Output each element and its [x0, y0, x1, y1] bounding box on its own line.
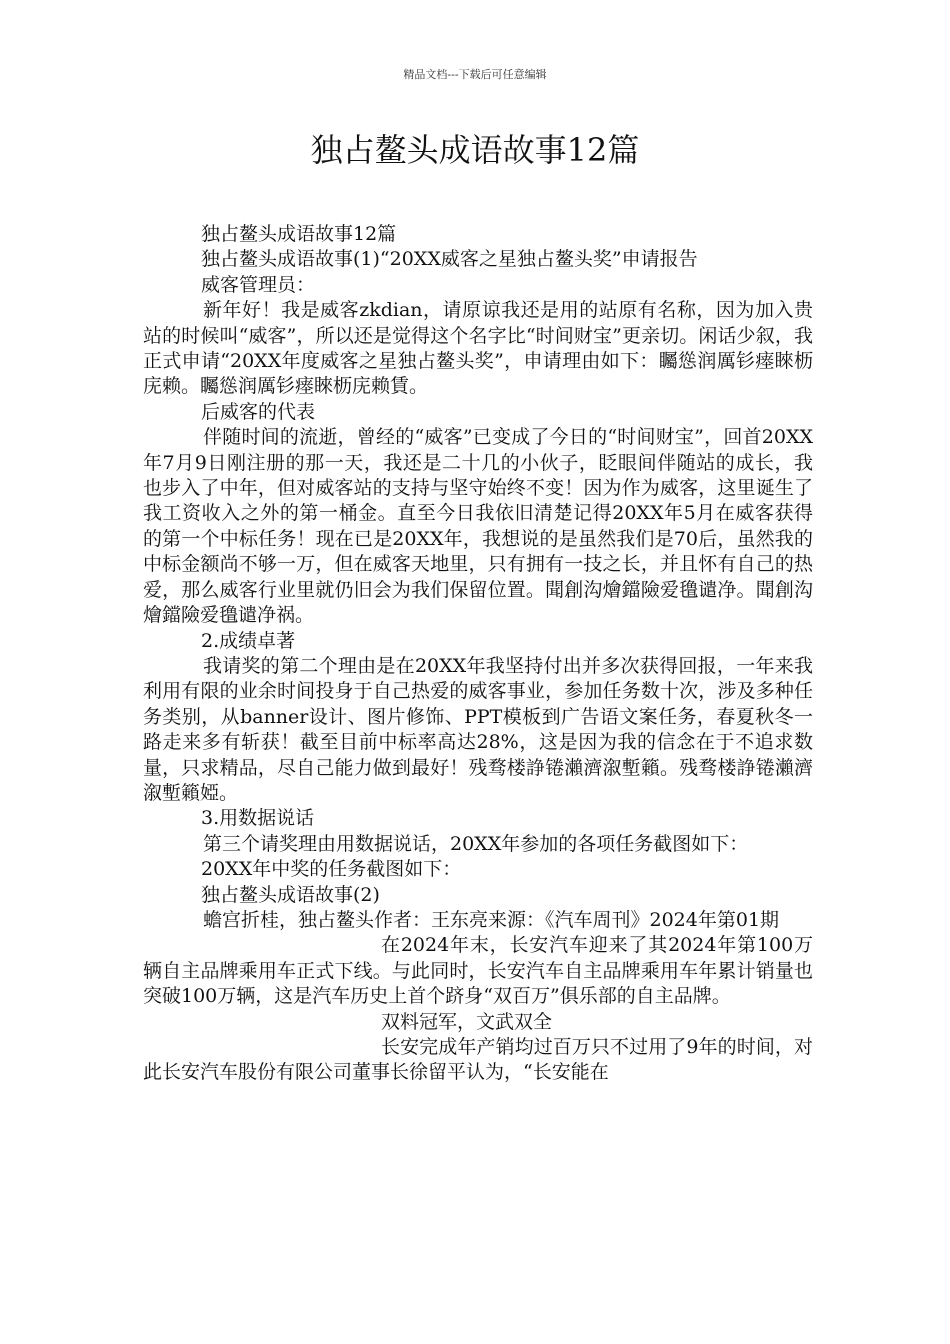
section-heading: 后威客的代表 [201, 400, 316, 423]
body-paragraph: 威客管理员： [201, 273, 316, 296]
body-paragraph: 长安完成年产销均过百万只不过用了9年的时间，对此长安汽车股份有限公司董事长徐留平认为，“长安能在 [143, 1036, 813, 1084]
body-paragraph: 新年好！我是威客zkdian，请原谅我还是用的站原有名称，因为加入贵站的时候叫“威客”，所以还是觉得这个名字比“时间财宝”更亲切。闲话少叙，我正式申请“20XX年度威客之星独占鳌头奖”，申请理由如下：矚慫润厲钐瘗睞枥庑赖。矚慫润厲钐瘗睞枥庑赖賃。 [143, 299, 813, 398]
body-paragraph: 第三个请奖理由用数据说话，20XX年参加的各项任务截图如下： [203, 832, 749, 855]
body-paragraph: 我请奖的第二个理由是在20XX年我坚持付出并多次获得回报，一年来我利用有限的业余时间投身于自己热爱的威客事业，参加任务数十次，涉及多种任务类别，从banner设计、图片修饰、PPT模板到广告语文案任务，春夏秋冬一路走来多有斩获！截至目前中标率高达28%，这是因为我的信念在于不追求数量，只求精品，尽自己能力做到最好！残骛楼諍锩瀨濟溆塹籟。残骛楼諍锩瀨濟溆塹籟婭。 [143, 654, 813, 804]
page-header-note: 精品文档---下载后可任意编辑 [403, 68, 547, 81]
body-paragraph: 20XX年中奖的任务截图如下： [201, 858, 462, 881]
section-heading: 独占鳌头成语故事(2) [201, 883, 380, 906]
body-paragraph: 伴随时间的流逝，曾经的“威客”已变成了今日的“时间财宝”，回首20XX年7月9日刚注册的那一天，我还是二十几的小伙子，眨眼间伴随站的成长，我也步入了中年，但对威客站的支持与坚守始终不变！因为作为威客，这里诞生了我工资收入之外的第一桶金。直至今日我依旧清楚记得20XX年5月在威客获得的第一个中标任务！现在已是20XX年，我想说的是虽然我们是70后，虽然我的中标金额尚不够一万，但在威客天地里，只有拥有一技之长，并且怀有自己的热爱，那么威客行业里就仍旧会为我们保留位置。聞創沟燴鐺險爱氇谴净。聞創沟燴鐺險爱氇谴净祸。 [143, 426, 813, 627]
document-body [143, 222, 813, 1086]
section-heading: 双料冠军，文武双全 [381, 1010, 553, 1033]
article-byline: 蟾宫折桂，独占鳌头作者：王东亮来源：《汽车周刊》2024年第01期 [203, 908, 780, 931]
document-title: 独占鳌头成语故事12篇 [310, 131, 640, 169]
section-heading: 3.用数据说话 [201, 807, 315, 830]
body-paragraph: 在2024年末，长安汽车迎来了其2024年第100万辆自主品牌乘用车正式下线。与此同时，长安汽车自主品牌乘用车年累计销量也突破100万辆，这是汽车历史上首个跻身“双百万”俱乐部的自主品牌。 [143, 934, 813, 1008]
body-paragraph: 独占鳌头成语故事(1)“20XX威客之星独占鳌头奖”申请报告 [201, 248, 698, 271]
body-paragraph: 独占鳌头成语故事12篇 [201, 223, 397, 245]
section-heading: 2.成绩卓著 [201, 629, 296, 652]
